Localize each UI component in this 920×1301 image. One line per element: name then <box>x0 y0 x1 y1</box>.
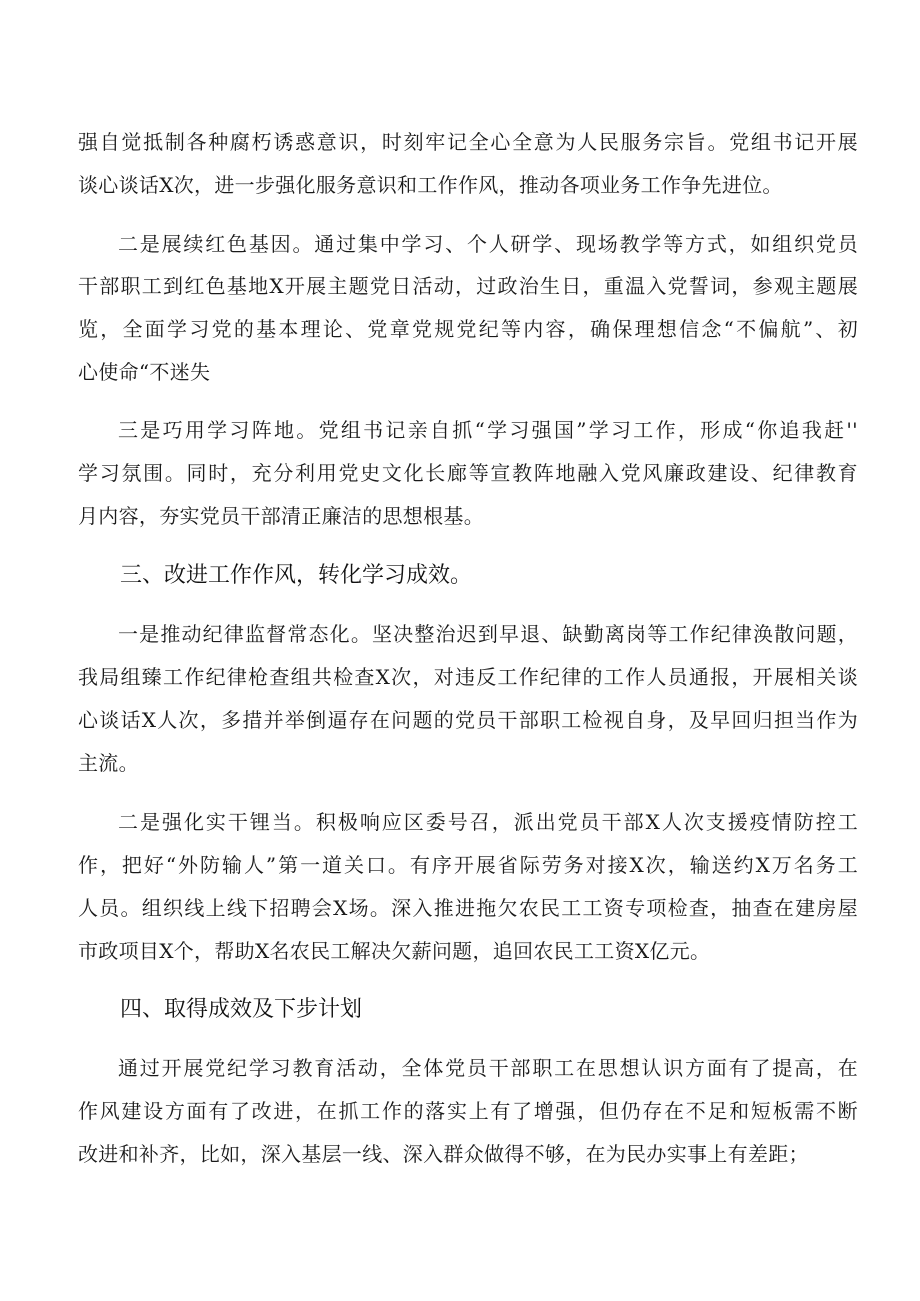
section-heading-3: 三、改进工作作风，转化学习成效。 <box>120 563 473 588</box>
paragraph-2-line-1: 二是展续红色基因。通过集中学习、个人研学、现场教学等方式，如组织党员 <box>118 232 858 256</box>
paragraph-2-line-4: 心使命“不迷失 <box>78 360 211 384</box>
paragraph-5-line-4: 市政项目X个，帮助X名农民工解决欠薪问题，追回农民工工资X亿元。 <box>78 939 711 963</box>
paragraph-1-line-1: 强自觉抵制各种腐朽诱惑意识，时刻牢记全心全意为人民服务宗旨。党组书记开展 <box>78 130 858 154</box>
paragraph-4-line-4: 主流。 <box>78 751 139 775</box>
paragraph-1-line-2: 谈心谈话X次，进一步强化服务意识和工作作风，推动各项业务工作争先进位。 <box>78 173 783 197</box>
paragraph-6-line-1: 通过开展党纪学习教育活动，全体党员干部职工在思想认识方面有了提高，在 <box>118 1056 858 1080</box>
paragraph-6-line-2: 作风建设方面有了改进，在抓工作的落实上有了增强，但仍存在不足和短板需不断 <box>78 1099 858 1123</box>
paragraph-2-line-3: 览，全面学习党的基本理论、党章党规党纪等内容，确保理想信念“不偏航”、初 <box>78 317 858 341</box>
paragraph-4-line-1: 一是推动纪律监督常态化。坚决整治迟到早退、缺勤离岗等工作纪律涣散问题， <box>118 622 858 646</box>
paragraph-3-line-1: 三是巧用学习阵地。党组书记亲自抓“学习强国”学习工作，形成“你追我赶'' <box>118 418 858 442</box>
paragraph-3-line-2: 学习氛围。同时，充分利用党史文化长廊等宣教阵地融入党风廉政建设、纪律教育 <box>78 461 858 485</box>
paragraph-4-line-3: 心谈话X人次，多措并举倒逼存在问题的党员干部职工检视自身，及早回归担当作为 <box>78 708 858 732</box>
paragraph-5-line-3: 人员。组织线上线下招聘会X场。深入推进拖欠农民工工资专项检查，抽查在建房屋 <box>78 896 858 920</box>
paragraph-2-line-2: 干部职工到红色基地X开展主题党日活动，过政治生日，重温入党誓词，参观主题展 <box>78 274 858 298</box>
paragraph-6-line-3: 改进和补齐，比如，深入基层一线、深入群众做得不够，在为民办实事上有差距； <box>78 1142 809 1166</box>
section-heading-4: 四、取得成效及下步计划 <box>120 997 363 1022</box>
paragraph-3-line-3: 月内容，夯实党员干部清正廉洁的思想根基。 <box>78 504 484 528</box>
paragraph-5-line-1: 二是强化实干锂当。积极响应区委号召，派出党员干部X人次支援疫情防控工 <box>118 810 858 834</box>
paragraph-4-line-2: 我局组臻工作纪律枪查组共检查X次，对违反工作纪律的工作人员通报，开展相关谈 <box>78 665 858 689</box>
paragraph-5-line-2: 作，把好“外防输人”第一道关口。有序开展省际劳务对接X次，输送约X万名务工 <box>78 853 858 877</box>
